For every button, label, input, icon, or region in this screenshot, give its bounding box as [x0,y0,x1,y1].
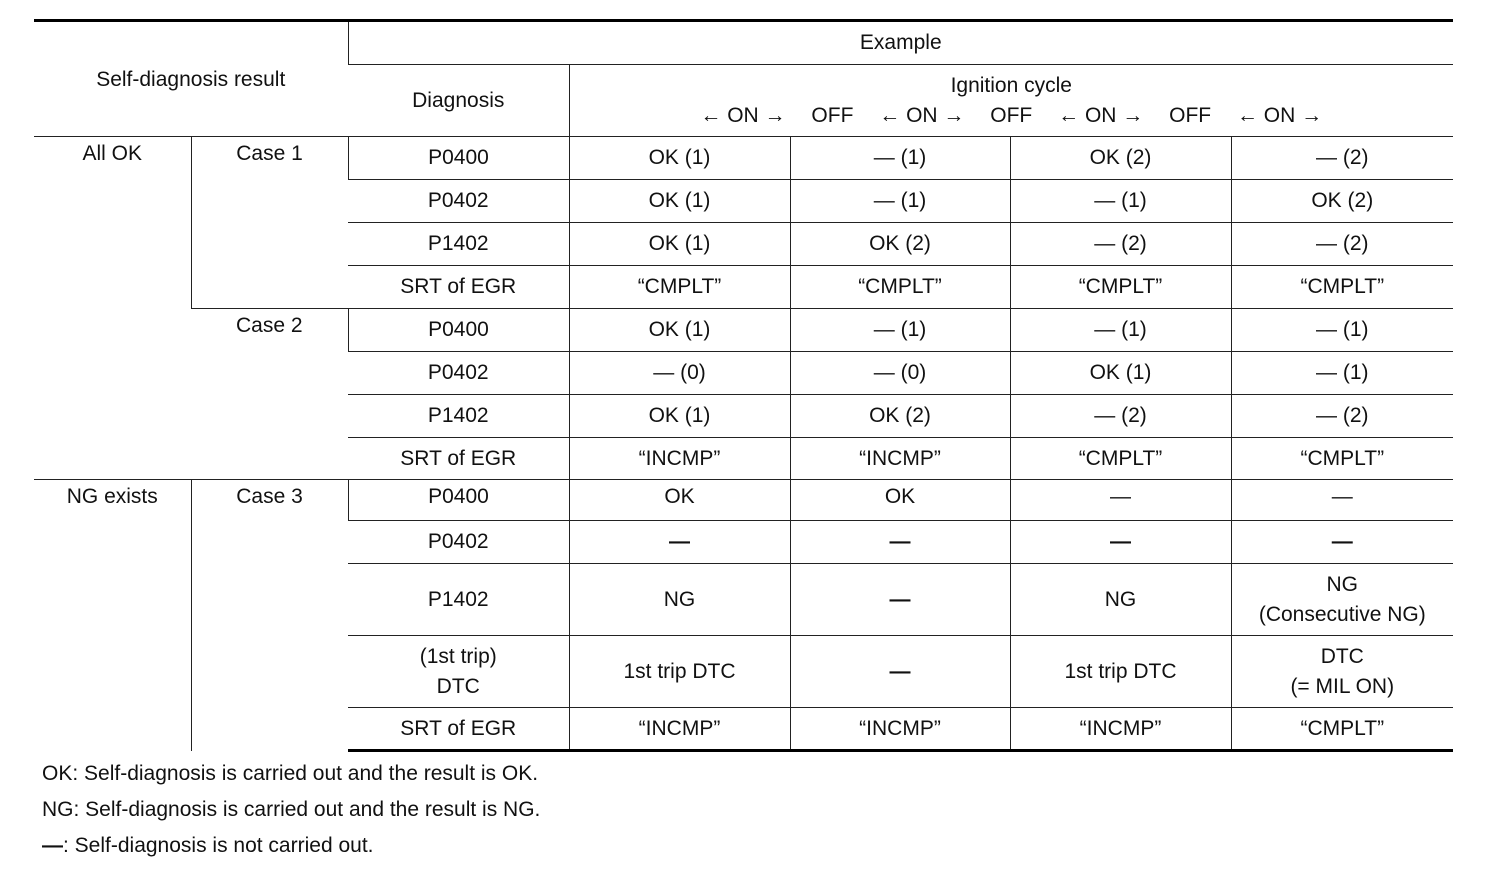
cycle-2-cell: — [790,636,1010,708]
cycle-2-cell: “CMPLT” [790,266,1010,309]
diagnosis-cell: SRT of EGR [348,438,569,480]
cycle-4-cell [1231,636,1453,708]
cycle-step: ← ON → [879,103,965,127]
cycle-3-cell: — (1) [1010,309,1231,352]
diagnosis-cell [348,636,569,708]
note-dash [42,828,1453,864]
cycle-step: ← ON → [700,103,786,127]
cycle-3-cell: — [1010,480,1231,521]
note-dash-text: : Self-diagnosis is not carried out. [63,834,374,857]
cycle-1-cell: OK (1) [569,137,790,180]
cycle-1-cell: “INCMP” [569,708,790,751]
diagnosis-cell: P0402 [348,180,569,223]
diagnosis-cell: P0400 [348,137,569,180]
cycle-4-cell: “CMPLT” [1231,708,1453,751]
cycle-3-cell: 1st trip DTC [1010,636,1231,708]
cycle-1-cell: NG [569,564,790,636]
cell-line: NG [1326,572,1359,596]
cycle-step: OFF [990,103,1033,127]
cell-line: (Consecutive NG) [1258,602,1426,626]
case-2-label: Case 2 [191,309,348,480]
cycle-2-cell: OK [790,480,1010,521]
cycle-4-cell: — (1) [1231,352,1453,395]
cycle-1-cell: OK (1) [569,395,790,438]
cycle-4-cell: — (2) [1231,137,1453,180]
diagnosis-cell: P0402 [348,521,569,564]
cycle-4-cell: OK (2) [1231,180,1453,223]
cycle-3-cell: “CMPLT” [1010,266,1231,309]
cell-line: DTC [1320,644,1364,668]
diagnosis-cell: P1402 [348,223,569,266]
cycle-3-cell: — [1010,521,1231,564]
note-ng: NG: Self-diagnosis is carried out and the result is NG. [42,798,541,821]
cycle-4-cell: “CMPLT” [1231,438,1453,480]
cycle-3-cell: “INCMP” [1010,708,1231,751]
cell-line: (1st trip) [419,644,497,668]
cycle-1-cell: — (0) [569,352,790,395]
cycle-3-cell: — (2) [1010,223,1231,266]
self-diagnosis-document [34,19,1453,864]
diagnosis-cell: P0402 [348,352,569,395]
cycle-4-cell: — [1231,480,1453,521]
cycle-2-cell: — (1) [790,309,1010,352]
cycle-1-cell: OK (1) [569,180,790,223]
diagnosis-cell: P1402 [348,564,569,636]
cycle-4-cell: — (1) [1231,309,1453,352]
cycle-1-cell: OK [569,480,790,521]
cycle-4-cell [1231,564,1453,636]
cycle-1-cell: 1st trip DTC [569,636,790,708]
cycle-2-cell: OK (2) [790,223,1010,266]
cycle-2-cell: — [790,564,1010,636]
cycle-2-cell: — (1) [790,180,1010,223]
cycle-1-cell: “CMPLT” [569,266,790,309]
cycle-2-cell: “INCMP” [790,708,1010,751]
cycle-2-cell: — [790,521,1010,564]
cycle-3-cell: “CMPLT” [1010,438,1231,480]
diagnosis-cell: P0400 [348,309,569,352]
cycle-4-cell: — [1231,521,1453,564]
cycle-step: OFF [811,103,854,127]
cycle-step: ← ON → [1058,103,1144,127]
group-ng-exists: NG exists [34,480,191,751]
ignition-cycle-title: Ignition cycle [950,73,1072,97]
cycle-1-cell: OK (1) [569,309,790,352]
cycle-2-cell: — (1) [790,137,1010,180]
diagnosis-cell: P1402 [348,395,569,438]
cycle-3-cell: — (2) [1010,395,1231,438]
cycle-2-cell: “INCMP” [790,438,1010,480]
cycle-4-cell: — (2) [1231,223,1453,266]
cycle-4-cell: — (2) [1231,395,1453,438]
ignition-cycle-sequence [690,104,1332,127]
header-ignition-cycle [569,65,1453,137]
cycle-1-cell: OK (1) [569,223,790,266]
header-self-diagnosis-result: Self-diagnosis result [34,21,348,137]
cycle-2-cell: OK (2) [790,395,1010,438]
diagnosis-cell: P0400 [348,480,569,521]
case-1-label: Case 1 [191,137,348,309]
cycle-1-cell: — [569,521,790,564]
cycle-4-cell: “CMPLT” [1231,266,1453,309]
cycle-3-cell: — (1) [1010,180,1231,223]
header-example: Example [348,21,1453,65]
group-all-ok: All OK [34,137,191,480]
cycle-3-cell: NG [1010,564,1231,636]
diagnosis-cell: SRT of EGR [348,708,569,751]
cell-line: DTC [436,674,480,698]
note-ok: OK: Self-diagnosis is carried out and the result is OK. [42,762,539,785]
dash-symbol: — [42,834,63,857]
cycle-step: ← ON → [1236,103,1323,127]
self-diagnosis-table [34,19,1453,752]
cycle-1-cell: “INCMP” [569,438,790,480]
diagnosis-cell: SRT of EGR [348,266,569,309]
cycle-3-cell: OK (2) [1010,137,1231,180]
header-diagnosis: Diagnosis [348,65,569,137]
cell-line: (= MIL ON) [1290,674,1395,698]
cycle-3-cell: OK (1) [1010,352,1231,395]
cycle-2-cell: — (0) [790,352,1010,395]
legend-notes [42,756,1453,864]
case-3-label: Case 3 [191,480,348,751]
cycle-step: OFF [1169,103,1212,127]
